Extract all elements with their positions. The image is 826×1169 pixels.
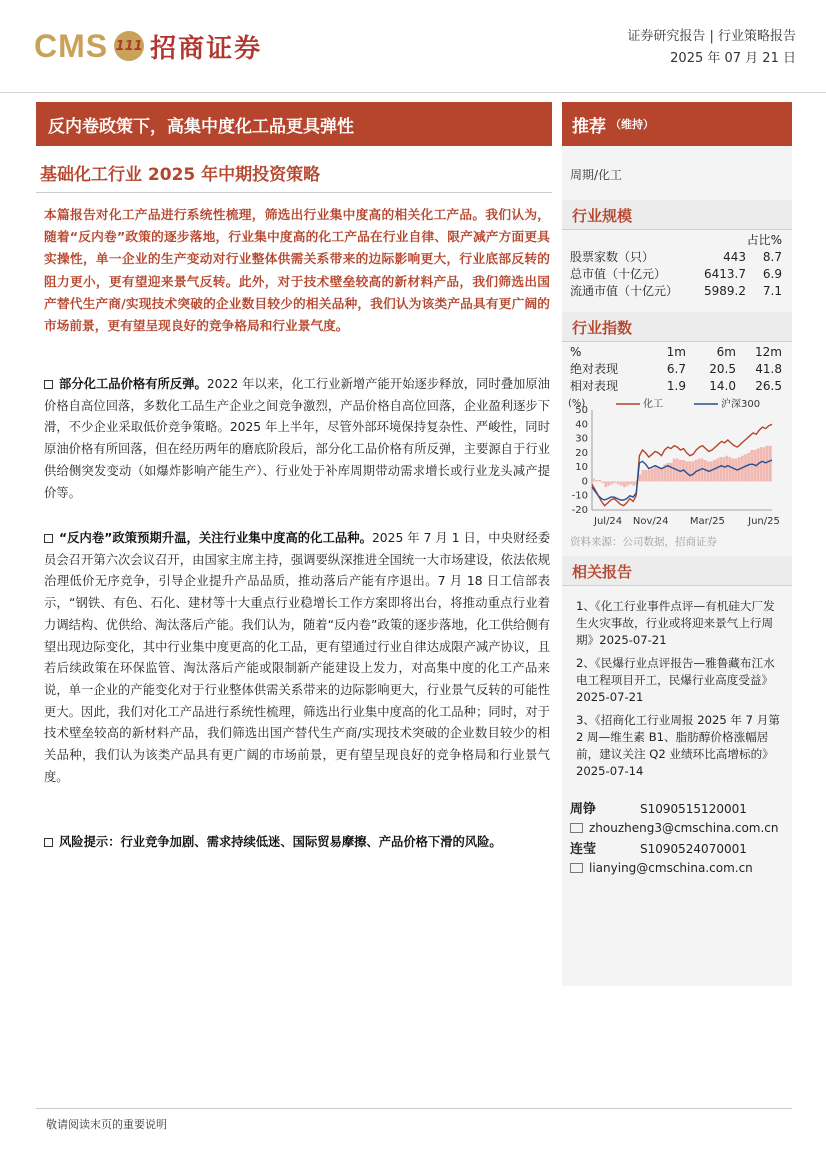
relative-performance-bar xyxy=(750,450,753,481)
y-tick-label: 0 xyxy=(581,476,588,488)
relative-performance-bar xyxy=(617,481,620,484)
row-label: 绝对表现 xyxy=(570,362,619,376)
relative-performance-bar xyxy=(716,459,719,482)
y-axis-label: (%) xyxy=(568,398,586,409)
table-row xyxy=(570,265,782,282)
relative-performance-bar xyxy=(747,453,750,482)
logo-company-name: 招商证券 xyxy=(150,33,263,64)
logo-cms-text: CMS xyxy=(34,27,109,64)
relative-performance-bar xyxy=(670,463,673,482)
bullet-heading: 部分化工品价格有所反弹。 xyxy=(59,377,207,391)
relative-performance-bar xyxy=(760,447,763,481)
summary-paragraph: 本篇报告对化工产品进行系统性梳理，筛选出行业集中度高的相关化工产品。我们认为，随着“反内卷”政策的逐步落地，行业集中度高的化工产品在行业自律、限产减产方面更具实操性，单一企业的生产变动对行业整体供需关系带来的边际影响更大，行业底部反转的阻力更小，更有望迎来景气反转。此外，对于技术壁垒较高的新材料产品，我们筛选出国产替代生产商/实现技术突破的企业数目较少的相关品种，我们认为该类产品具有更广阔的市场前景，更有望呈现良好的竞争格局和行业景气度。 xyxy=(44,207,550,334)
relative-performance-bar xyxy=(629,481,632,484)
rating-bar xyxy=(562,102,792,146)
analyst-name: 连莹 xyxy=(570,842,597,857)
table-row xyxy=(570,282,782,299)
legend-label: 化工 xyxy=(643,399,663,410)
relative-performance-bar xyxy=(642,470,645,481)
row-value: 443 xyxy=(723,249,746,264)
row-label: 相对表现 xyxy=(570,379,619,393)
bullet-square-icon xyxy=(44,534,53,543)
relative-performance-bar xyxy=(623,481,626,487)
relative-performance-bar xyxy=(626,481,629,485)
x-tick-label: Jul/24 xyxy=(594,516,623,527)
relative-performance-bar xyxy=(614,481,617,482)
analyst-id: S1090524070001 xyxy=(640,842,747,856)
row-pct: 8.7 xyxy=(762,249,782,264)
bullet-body: 2025 年 7 月 1 日，中央财经委员会召开第六次会议召开，由国家主席主持，强调要纵深推进全国统一大市场建设，依法依规治理低价无序竞争，引导企业提升产品品质，推动落后产能有序退出。7 月 18 日工信部表示，“钢铁、有色、石化、建材等十大重点行业稳增长工作方案即将出台，将推动重点行业着力调结构、优供给、淘汰落后产能。我们认为，随着“反内卷”政策的逐步落地，化工供给侧有望出现边际变化，其中行业集中度更高的化工品，更有望通过行业自律达成限产减产协议，且若后续政策在环保监管、淘汰落后产能或限制新产能建设上发力，对高集中度的化工产品来说，单一企业的产能变化对于行业整体供需关系带来的边际影响更大，行业景气反转的可能性更大。因此，我们对化工产品进行系统性梳理，筛选出行业集中度高的化工品种；同时，对于技术壁垒较高的新材料产品，我们筛选出国产替代生产商/实现技术突破的企业数目较少的相关品种，我们认为该类产品具有更广阔的市场前景，更有望呈现良好的竞争格局和行业景气度。 xyxy=(44,531,550,784)
legend-label: 沪深300 xyxy=(721,399,761,410)
y-tick-label: 40 xyxy=(575,419,588,431)
cell: 26.5 xyxy=(755,378,782,393)
table-header-row xyxy=(570,231,782,248)
rating-label: 推荐 xyxy=(572,116,606,137)
bullet-risk xyxy=(44,832,550,854)
analyst-card xyxy=(570,838,753,875)
chart-source: 资料来源：公司数据，招商证券 xyxy=(570,536,717,548)
y-tick-label: -10 xyxy=(571,490,588,502)
bullet-anti-involution xyxy=(44,528,550,788)
y-tick-label: 10 xyxy=(575,462,588,474)
cell: 41.8 xyxy=(755,361,782,376)
analyst-id: S1090515120001 xyxy=(640,802,747,816)
subtitle-divider xyxy=(36,192,552,193)
relative-performance-bar xyxy=(713,460,716,481)
rating-note: （维持） xyxy=(610,118,654,131)
industry-index-table xyxy=(570,343,782,394)
relative-performance-bar xyxy=(763,447,766,481)
pct-header: 占比% xyxy=(746,233,782,247)
row-value: 6413.7 xyxy=(704,266,746,281)
relative-performance-bar xyxy=(657,467,660,481)
company-logo xyxy=(34,26,262,66)
cell: 6.7 xyxy=(666,361,686,376)
footer-note: 敬请阅读末页的重要说明 xyxy=(46,1118,167,1131)
col-header: 1m xyxy=(666,344,686,359)
analyst-card xyxy=(570,798,779,835)
relative-performance-bar xyxy=(632,481,635,485)
industry-tag: 周期/化工 xyxy=(570,168,623,182)
col-header: 6m xyxy=(716,344,736,359)
col-header: % xyxy=(570,344,582,359)
bullet-square-icon xyxy=(44,380,53,389)
relative-performance-bar xyxy=(729,457,732,481)
bullet-square-icon xyxy=(44,838,53,847)
relative-performance-bar xyxy=(595,480,598,481)
bullet-heading: “反内卷”政策预期升温，关注行业集中度高的化工品种。 xyxy=(59,531,372,545)
footer-divider xyxy=(36,1108,792,1109)
related-reports-list xyxy=(576,598,782,786)
bullet-body: 2022 年以来，化工行业新增产能开始逐步释放，同时叠加原油价格自高位回落，多数化工品生产企业之间竞争激烈，产品价格自高位回落，企业盈利逐步下滑，不少企业采取低价竞争策略。2025 年上半年，尽管外部环境保持复杂性、严峻性，同时原油价格有所回落，但在经历两年的磨底阶段后，部分化工品价格有所反弹，主要源自于行业供给侧突发变动（如爆炸影响产能生产）、行业处于补库周期带动需求增长或行业龙头减产提价等。 xyxy=(44,377,550,500)
analyst-email[interactable]: zhouzheng3@cmschina.com.cn xyxy=(589,821,779,835)
report-subtitle: 基础化工行业 2025 年中期投资策略 xyxy=(40,165,321,185)
table-row xyxy=(570,360,782,377)
relative-performance-bar xyxy=(725,456,728,482)
related-report-link[interactable]: 1、《化工行业事件点评—有机硅大厂发生火灾事故，行业或将迎来景气上行周期》2025-07-21 xyxy=(576,599,775,647)
relative-performance-bar xyxy=(639,474,642,481)
y-tick-label: 20 xyxy=(575,447,588,459)
related-report-link[interactable]: 2、《民爆行业点评报告—雅鲁藏布江水电工程项目开工，民爆行业高度受益》2025-07-21 xyxy=(576,656,775,704)
relative-performance-bar xyxy=(719,457,722,481)
relative-performance-bar xyxy=(604,481,607,487)
logo-badge-icon: 111 xyxy=(114,31,144,61)
relative-performance-bar xyxy=(598,480,601,481)
row-pct: 6.9 xyxy=(762,266,782,281)
y-tick-label: 50 xyxy=(575,405,588,416)
section-industry-index: 行业指数 xyxy=(562,312,792,342)
row-label: 股票家数（只） xyxy=(570,250,655,264)
x-tick-label: Mar/25 xyxy=(689,516,725,527)
mail-icon xyxy=(570,863,583,873)
section-related-reports: 相关报告 xyxy=(562,556,792,586)
row-label: 总市值（十亿元） xyxy=(570,267,667,281)
analyst-name: 周铮 xyxy=(570,802,597,817)
relative-performance-bar xyxy=(766,446,769,482)
relative-performance-bar xyxy=(769,446,772,482)
relative-performance-bar xyxy=(654,467,657,481)
cell: 1.9 xyxy=(666,378,686,393)
report-date: 2025 年 07 月 21 日 xyxy=(670,51,796,66)
table-row xyxy=(570,377,782,394)
col-header: 12m xyxy=(755,344,782,359)
relative-performance-bar xyxy=(608,481,611,485)
relative-performance-bar xyxy=(651,469,654,482)
relative-performance-bar xyxy=(620,481,623,485)
bullet-price-rebound xyxy=(44,374,550,504)
relative-performance-bar xyxy=(601,481,604,482)
report-meta xyxy=(627,26,796,70)
row-label: 流通市值（十亿元） xyxy=(570,284,679,298)
report-title: 反内卷政策下，高集中度化工品更具弹性 xyxy=(36,102,552,146)
y-tick-label: -20 xyxy=(571,505,588,516)
cell: 14.0 xyxy=(709,378,736,393)
analyst-email[interactable]: lianying@cmschina.com.cn xyxy=(589,861,753,875)
relative-performance-bar xyxy=(611,481,614,484)
section-industry-scale: 行业规模 xyxy=(562,200,792,230)
relative-performance-bar xyxy=(722,457,725,481)
relative-performance-bar xyxy=(688,461,691,481)
mail-icon xyxy=(570,823,583,833)
industry-scale-table xyxy=(570,231,782,299)
relative-performance-bar xyxy=(592,479,595,482)
bullet-heading: 风险提示：行业竞争加剧、需求持续低迷、国际贸易摩擦、产品价格下滑的风险。 xyxy=(59,835,502,849)
relative-performance-bar xyxy=(691,461,694,481)
index-performance-chart xyxy=(566,398,788,538)
header-divider xyxy=(0,92,826,93)
relative-performance-bar xyxy=(673,459,676,482)
row-value: 5989.2 xyxy=(704,283,746,298)
report-type: 证券研究报告 | 行业策略报告 xyxy=(627,29,796,44)
x-tick-label: Jun/25 xyxy=(748,516,780,527)
row-pct: 7.1 xyxy=(762,283,782,298)
x-tick-label: Nov/24 xyxy=(632,516,669,527)
table-header-row xyxy=(570,343,782,360)
y-tick-label: 30 xyxy=(575,433,588,445)
relative-performance-bar xyxy=(660,469,663,482)
relative-performance-bar xyxy=(744,454,747,481)
related-report-link[interactable]: 3、《招商化工行业周报 2025 年 7 月第 2 周—维生素 B1、脂肪醇价格涨幅居前，建议关注 Q2 业绩环比高增标的》2025-07-14 xyxy=(576,713,780,778)
table-row xyxy=(570,248,782,265)
relative-performance-bar xyxy=(648,470,651,481)
cell: 20.5 xyxy=(709,361,736,376)
relative-performance-bar xyxy=(732,459,735,482)
relative-performance-bar xyxy=(645,470,648,481)
